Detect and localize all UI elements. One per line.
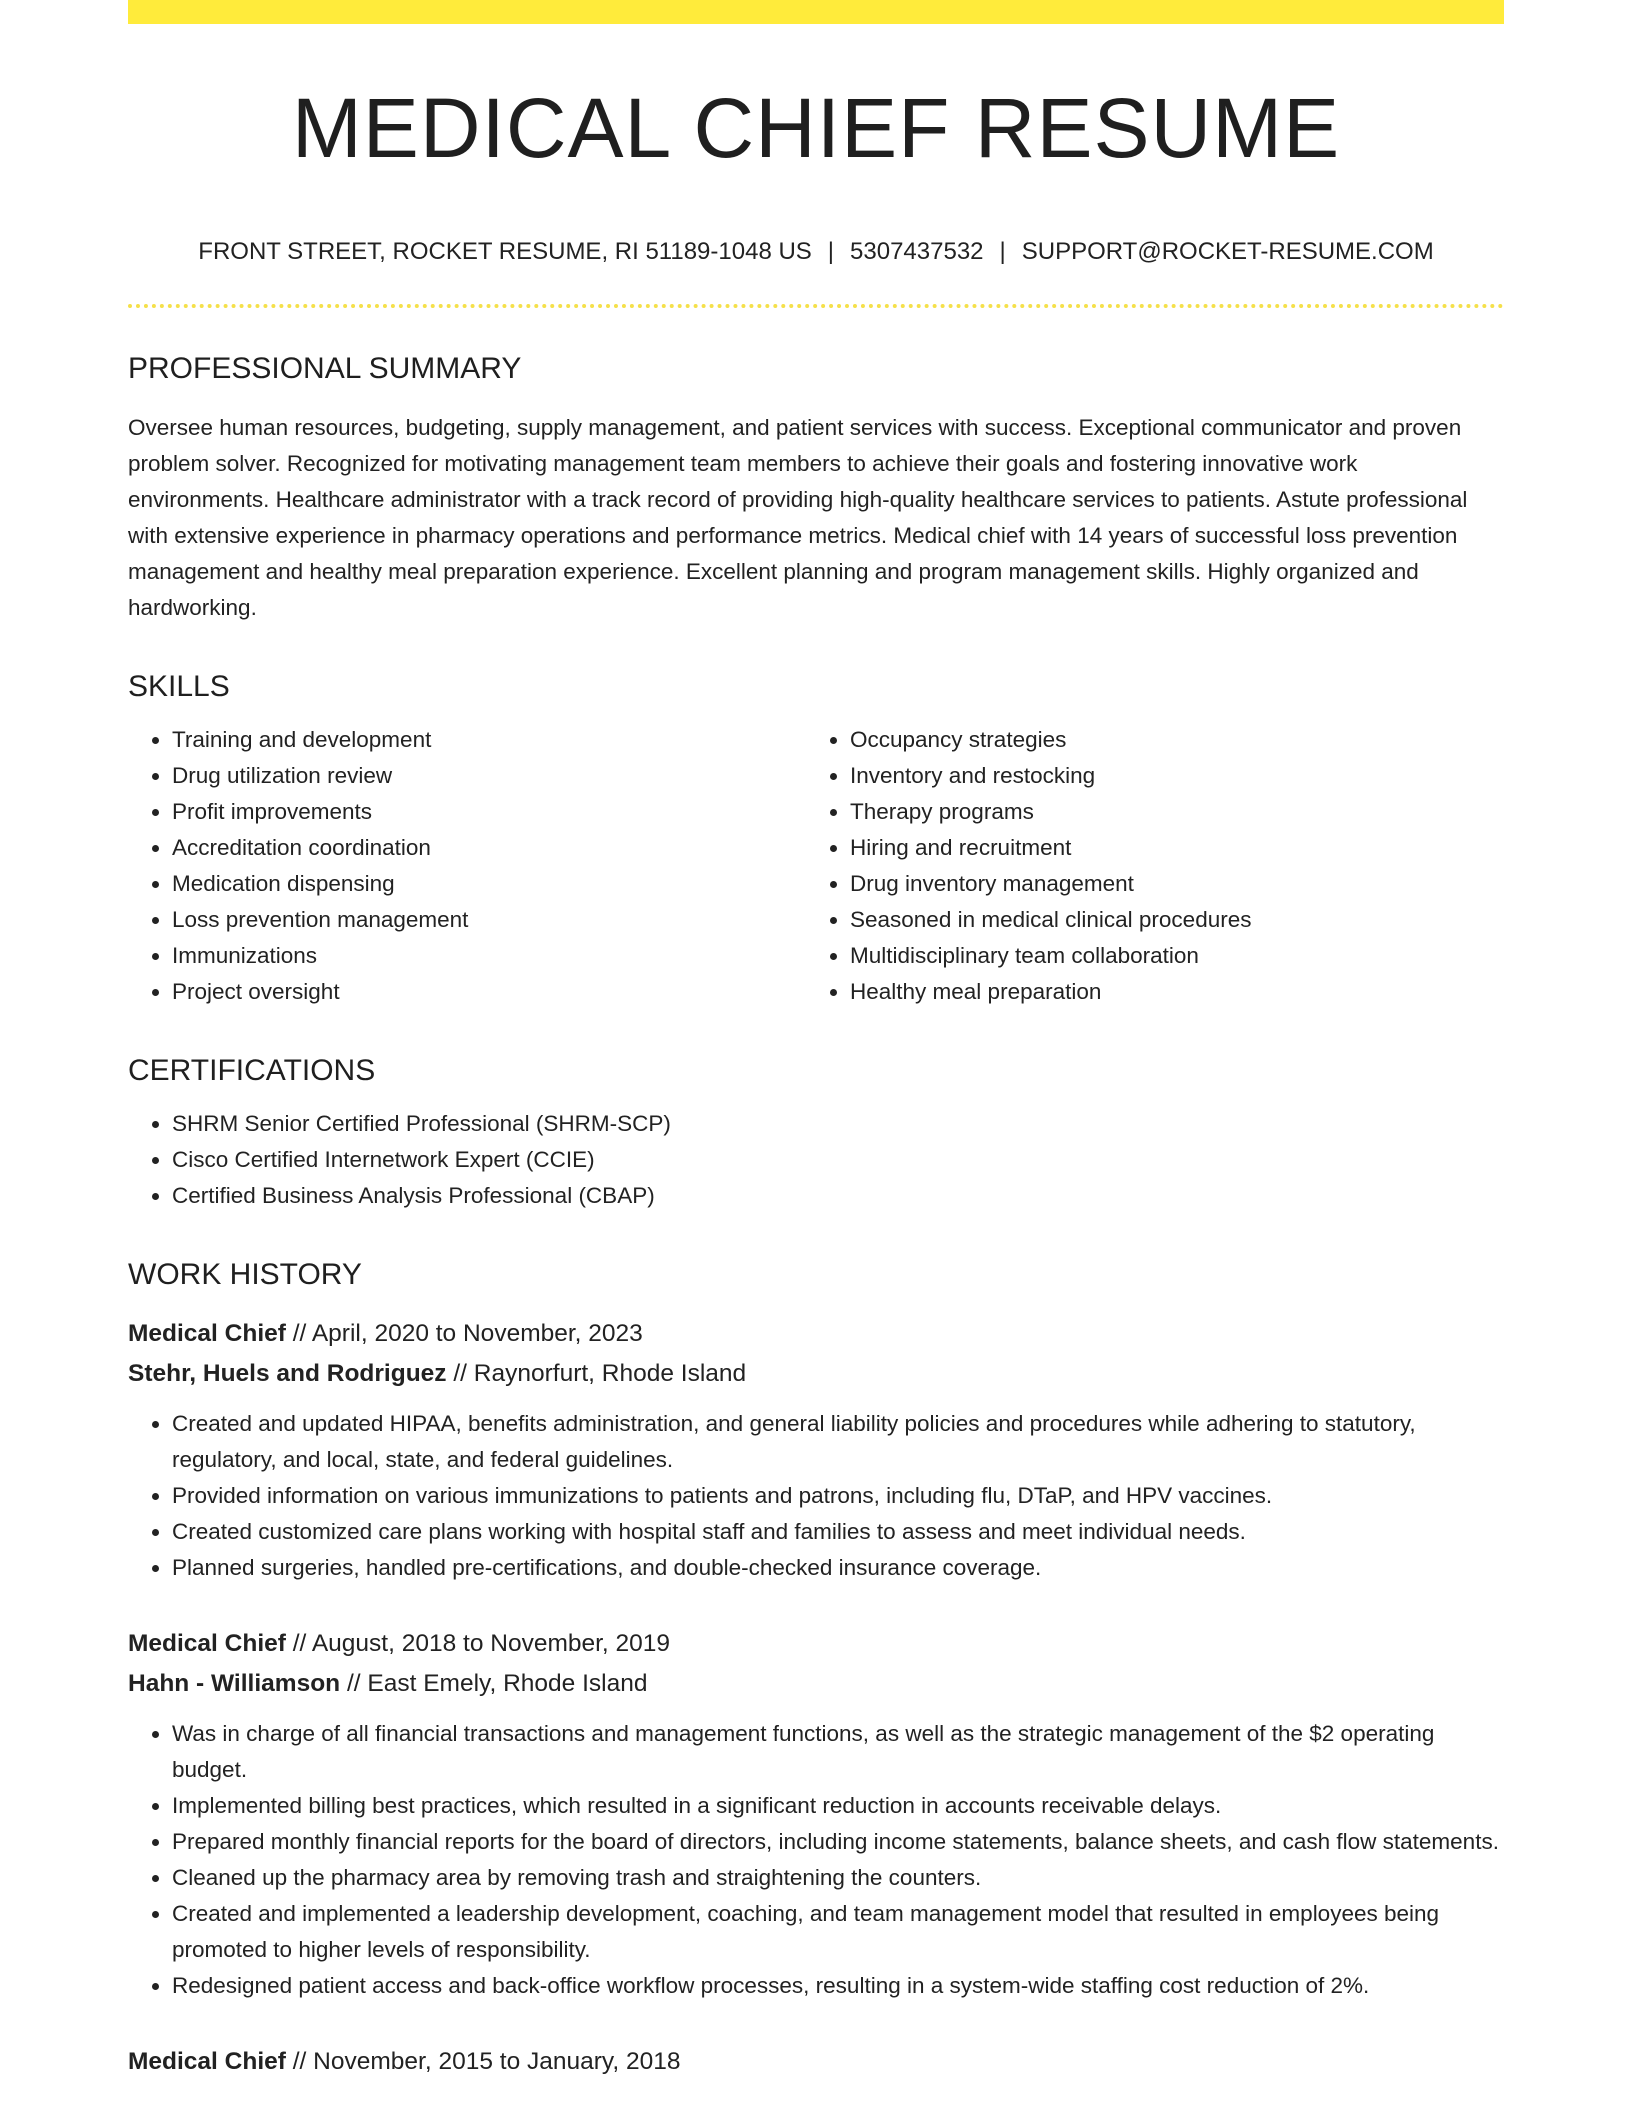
job-location: // Raynorfurt, Rhode Island	[453, 1360, 747, 1387]
job-company: Stehr, Huels and Rodriguez	[128, 1360, 447, 1387]
job-bullet: • Prepared monthly financial reports for the board of directors, including income statements, balance sheets, and cash flow statements.	[172, 1824, 1504, 1860]
contact-separator: |	[827, 238, 835, 265]
skill-item: • Hiring and recruitment	[850, 830, 1504, 866]
job-bullet: • Created customized care plans working with hospital staff and families to assess and meet individual needs.	[172, 1514, 1504, 1550]
job-entry	[128, 1314, 1504, 1586]
job-entry	[128, 2042, 1504, 2082]
skill-item: • Profit improvements	[172, 794, 806, 830]
job-bullet: • Planned surgeries, handled pre-certifications, and double-checked insurance coverage.	[172, 1550, 1504, 1586]
skill-item: • Healthy meal preparation	[850, 974, 1504, 1010]
certifications-heading: CERTIFICATIONS	[128, 1054, 376, 1087]
work-history-heading: WORK HISTORY	[128, 1258, 362, 1291]
job-location: // East Emely, Rhode Island	[346, 1670, 648, 1697]
job-dates: // April, 2020 to November, 2023	[292, 1320, 643, 1347]
certification-item: • Certified Business Analysis Professional (CBAP)	[172, 1178, 1504, 1214]
job-dates: // November, 2015 to January, 2018	[292, 2048, 681, 2075]
skill-item: • Seasoned in medical clinical procedures	[850, 902, 1504, 938]
job-bullets	[128, 1716, 1504, 2004]
job-entry	[128, 1624, 1504, 2004]
job-title-line	[128, 1314, 1504, 1354]
certification-item: • Cisco Certified Internetwork Expert (CCIE)	[172, 1142, 1504, 1178]
job-bullet: • Cleaned up the pharmacy area by removing trash and straightening the counters.	[172, 1860, 1504, 1896]
skills-grid	[128, 722, 1504, 1010]
job-dates: // August, 2018 to November, 2019	[292, 1630, 671, 1657]
skill-item: • Project oversight	[172, 974, 806, 1010]
job-title: Medical Chief	[128, 1630, 286, 1657]
skill-item: • Training and development	[172, 722, 806, 758]
summary-heading: PROFESSIONAL SUMMARY	[128, 352, 522, 385]
job-company: Hahn - Williamson	[128, 1670, 341, 1697]
job-bullets	[128, 1406, 1504, 1586]
skills-column-left	[128, 722, 806, 1010]
accent-bar	[128, 0, 1504, 24]
skill-item: • Occupancy strategies	[850, 722, 1504, 758]
skill-item: • Inventory and restocking	[850, 758, 1504, 794]
job-bullet: • Redesigned patient access and back-office workflow processes, resulting in a system-wide staffing cost reduction of 2%.	[172, 1968, 1504, 2004]
resume-page	[128, 0, 1504, 2082]
job-title: Medical Chief	[128, 1320, 286, 1347]
skill-item: • Drug inventory management	[850, 866, 1504, 902]
job-bullet: • Created and updated HIPAA, benefits administration, and general liability policies and procedures while adhering to statutory, regulatory, and local, state, and federal guidelines.	[172, 1406, 1504, 1478]
job-bullet: • Created and implemented a leadership development, coaching, and team management model that resulted in employees being promoted to higher levels of responsibility.	[172, 1896, 1504, 1968]
job-bullet: • Was in charge of all financial transactions and management functions, as well as the strategic management of the $2 operating budget.	[172, 1716, 1504, 1788]
skill-item: • Multidisciplinary team collaboration	[850, 938, 1504, 974]
skill-item: • Drug utilization review	[172, 758, 806, 794]
contact-separator: |	[999, 238, 1006, 265]
divider	[128, 304, 1504, 308]
skill-item: • Loss prevention management	[172, 902, 806, 938]
job-bullet: • Implemented billing best practices, which resulted in a significant reduction in accounts receivable delays.	[172, 1788, 1504, 1824]
job-title: Medical Chief	[128, 2048, 286, 2075]
skill-item: • Therapy programs	[850, 794, 1504, 830]
skill-item: • Accreditation coordination	[172, 830, 806, 866]
job-company-line	[128, 1354, 1504, 1394]
contact-email: SUPPORT@ROCKET-RESUME.COM	[1021, 238, 1434, 265]
contact-address: FRONT STREET, ROCKET RESUME, RI 51189-1048 US	[198, 238, 812, 265]
job-company-line	[128, 1664, 1504, 1704]
skills-column-right	[806, 722, 1504, 1010]
certification-item: • SHRM Senior Certified Professional (SHRM-SCP)	[172, 1106, 1504, 1142]
job-title-line	[128, 2042, 1504, 2082]
contact-phone: 5307437532	[850, 238, 984, 265]
skills-heading: SKILLS	[128, 670, 230, 703]
job-title-line	[128, 1624, 1504, 1664]
skill-item: • Immunizations	[172, 938, 806, 974]
job-bullet: • Provided information on various immunizations to patients and patrons, including flu, DTaP, and HPV vaccines.	[172, 1478, 1504, 1514]
contact-line	[128, 238, 1504, 266]
skill-item: • Medication dispensing	[172, 866, 806, 902]
summary-text: Oversee human resources, budgeting, supply management, and patient services with success. Exceptional communicator and proven problem solver. Recognized for motivating management team members to achieve their goals and fostering innovative work environments. Healthcare administrator with a track record of providing high-quality healthcare services to patients. Astute professional with extensive experience in pharmacy operations and performance metrics. Medical chief with 14 years of successful loss prevention management and healthy meal preparation experience. Excellent planning and program management skills. Highly organized and hardworking.	[128, 415, 1468, 620]
certifications-list	[128, 1106, 1504, 1214]
page-title: MEDICAL CHIEF RESUME	[291, 81, 1341, 175]
